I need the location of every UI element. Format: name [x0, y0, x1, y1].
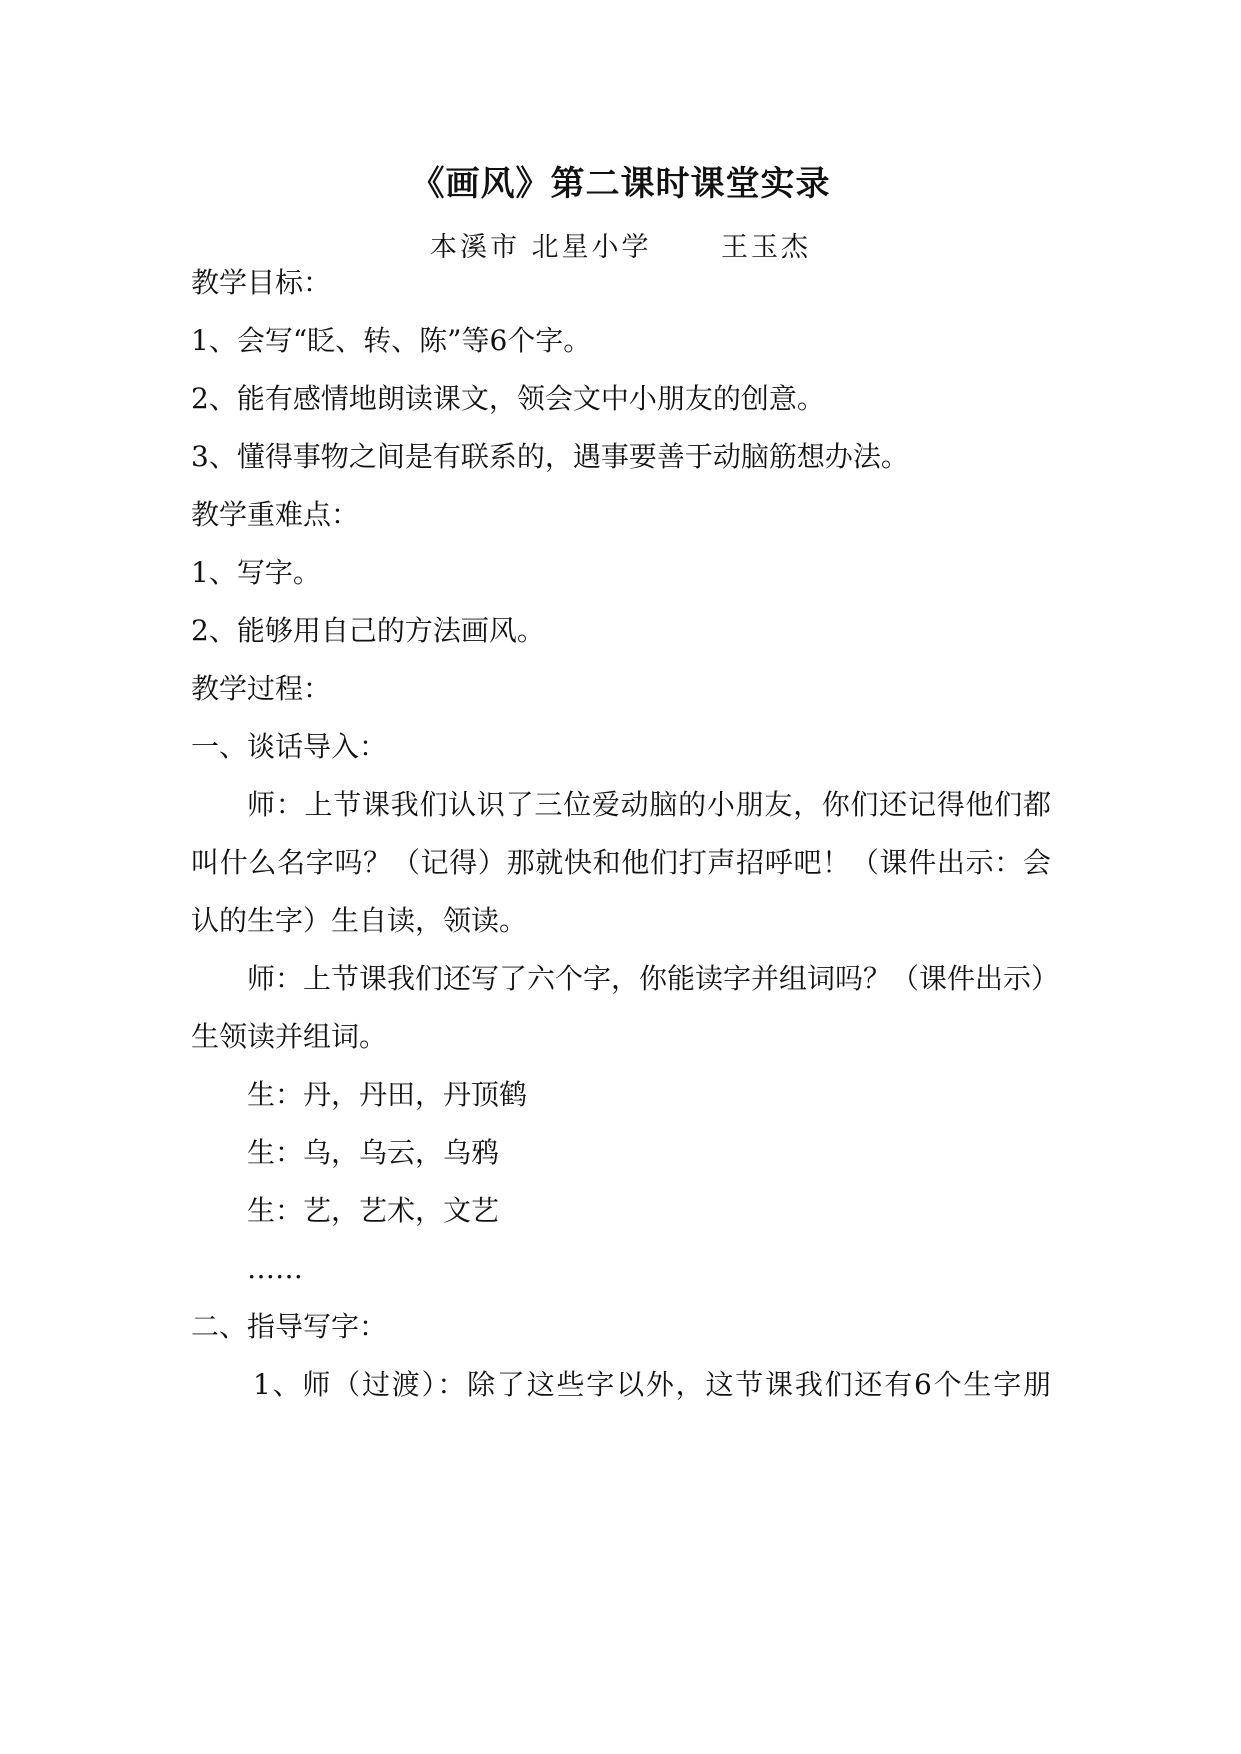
- section-heading-objectives: 教学目标：: [191, 266, 332, 299]
- objective-item: 2、能有感情地朗读课文，领会文中小朋友的创意。: [191, 382, 825, 415]
- student-response: 生：乌，乌云，乌鸦: [247, 1136, 500, 1169]
- objective-item: 1、会写“眨、转、陈”等6个字。: [191, 324, 592, 357]
- step-heading: 二、指导写字：: [191, 1310, 388, 1343]
- ellipsis: ……: [247, 1252, 303, 1285]
- key-point-item: 1、写字。: [191, 556, 321, 589]
- paragraph-line: 认的生字）生自读，领读。: [191, 904, 528, 937]
- step-heading: 一、谈话导入：: [191, 730, 388, 763]
- paragraph-line: 生领读并组词。: [191, 1020, 388, 1053]
- student-response: 生：艺，艺术，文艺: [247, 1194, 500, 1227]
- objective-item: 3、懂得事物之间是有联系的，遇事要善于动脑筋想办法。: [191, 440, 909, 473]
- section-heading-key-points: 教学重难点：: [191, 498, 360, 531]
- section-heading-process: 教学过程：: [191, 672, 332, 705]
- paragraph-line: 师：上节课我们认识了三位爱动脑的小朋友，你们还记得他们都: [247, 788, 1051, 821]
- paragraph-line: 1、师（过渡）：除了这些字以外，这节课我们还有6个生字朋: [253, 1368, 1051, 1401]
- paragraph-line: 叫什么名字吗？（记得）那就快和他们打声招呼吧！（课件出示：会: [191, 846, 1051, 879]
- paragraph-line: 师：上节课我们还写了六个字，你能读字并组词吗？（课件出示）: [247, 962, 1060, 995]
- author-line: 本溪市 北星小学 王玉杰: [429, 232, 812, 263]
- student-response: 生：丹，丹田，丹顶鹤: [247, 1078, 528, 1111]
- page-title: 《画风》第二课时课堂实录: [410, 164, 831, 204]
- key-point-item: 2、能够用自己的方法画风。: [191, 614, 545, 647]
